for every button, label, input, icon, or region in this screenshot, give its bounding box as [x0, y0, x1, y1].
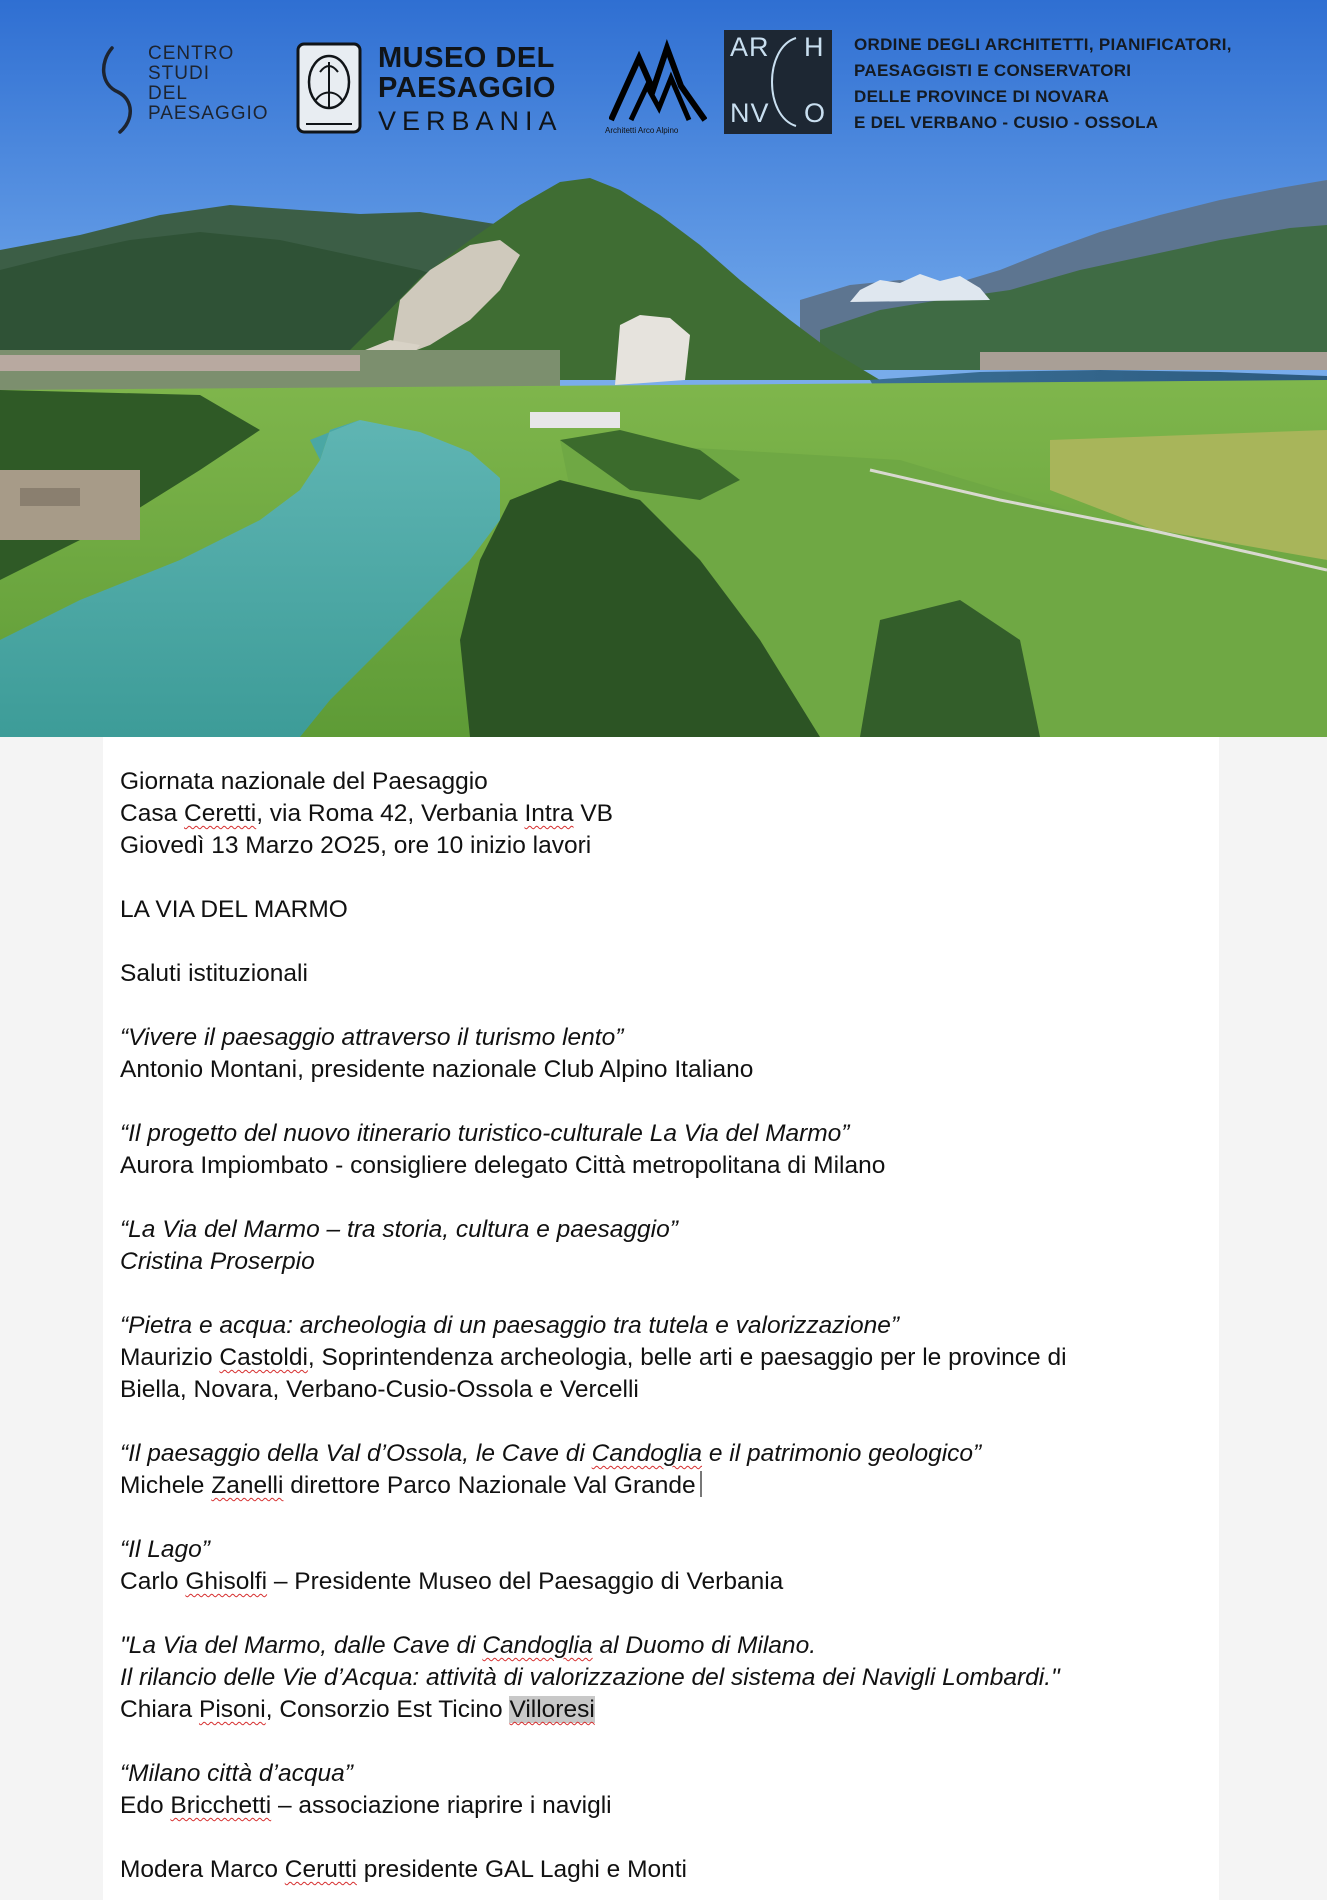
title-text: "La Via del Marmo, dalle Cave di — [120, 1632, 483, 1659]
monogram-letters-nv: NV — [730, 98, 770, 128]
program-title: LA VIA DEL MARMO — [120, 896, 348, 923]
talk-title: “Milano città d’acqua” — [120, 1760, 353, 1787]
title-place: Candoglia — [591, 1440, 703, 1467]
arco-alpino-mountain-icon — [609, 38, 707, 122]
program-greetings: Saluti istituzionali — [120, 960, 308, 987]
talk-title: “La Via del Marmo – tra storia, cultura e paesaggio” — [120, 1216, 678, 1243]
monogram-letters-o: O — [804, 98, 827, 128]
talk-title: “Il Lago” — [120, 1536, 210, 1563]
event-venue — [120, 798, 1215, 830]
speaker-name: Bricchetti — [170, 1792, 272, 1819]
speaker-text: Carlo — [120, 1568, 186, 1595]
talk-speaker — [120, 1694, 1215, 1726]
speaker-text: direttore Parco Nazionale Val Grande — [283, 1472, 696, 1499]
venue-text: , via Roma 42, Verbania — [256, 800, 525, 827]
talk-title: “Vivere il paesaggio attraverso il turismo lento” — [120, 1024, 624, 1051]
event-title: Giornata nazionale del Paesaggio — [120, 768, 488, 795]
speaker-text: – associazione riaprire i navigli — [271, 1792, 612, 1819]
talk-speaker — [120, 1790, 1215, 1822]
title-text: “Il paesaggio della Val d’Ossola, le Cave di — [120, 1440, 592, 1467]
moderator-text: presidente GAL Laghi e Monti — [356, 1856, 687, 1883]
centro-studi-paesaggio-logo — [98, 44, 288, 136]
speaker-name: Pisoni — [198, 1696, 266, 1723]
centro-logo-line-1: CENTRO — [148, 43, 235, 64]
hero-landscape-photo — [0, 0, 1327, 737]
talk-title — [120, 1438, 1215, 1470]
talk-title — [120, 1630, 1215, 1662]
talk-speaker: Cristina Proserpio — [120, 1248, 315, 1275]
speaker-text: , Soprintendenza archeologia, belle arti e paesaggio per le province di — [307, 1344, 1067, 1371]
centro-logo-line-4: PAESAGGIO — [148, 103, 269, 124]
text-cursor — [700, 1471, 702, 1497]
speaker-text: Edo — [120, 1792, 171, 1819]
event-date: Giovedì 13 Marzo 2O25, ore 10 inizio lavori — [120, 832, 592, 859]
arco-alpino-logo — [605, 38, 715, 138]
centro-logo-line-2: STUDI — [148, 63, 210, 84]
order-text-line: DELLE PROVINCE DI NOVARA — [854, 87, 1110, 106]
talk-speaker — [120, 1342, 1215, 1374]
speaker-text: – Presidente Museo del Paesaggio di Verbania — [267, 1568, 784, 1595]
speaker-text: Michele — [120, 1472, 212, 1499]
order-monogram-logo — [724, 30, 832, 134]
talk-speaker — [120, 1566, 1215, 1598]
order-text-line: PAESAGGISTI E CONSERVATORI — [854, 61, 1132, 80]
monogram-letters-ar: AR — [730, 32, 770, 62]
museo-logo-line-1: MUSEO DEL — [378, 42, 555, 74]
speaker-name: Zanelli — [211, 1472, 284, 1499]
speaker-text: Chiara — [120, 1696, 199, 1723]
museo-paesaggio-logo — [296, 42, 576, 138]
talk-speaker: Aurora Impiombato - consigliere delegato Città metropolitana di Milano — [120, 1152, 886, 1179]
moderator-line — [120, 1854, 1215, 1886]
moderator-name: Cerutti — [284, 1856, 357, 1883]
speaker-text: , Consorzio Est Ticino — [265, 1696, 510, 1723]
speaker-text: Maurizio — [120, 1344, 220, 1371]
speaker-name: Ghisolfi — [185, 1568, 268, 1595]
museo-logo-line-2: PAESAGGIO — [378, 72, 556, 104]
speaker-name: Castoldi — [219, 1344, 308, 1371]
museum-emblem-icon — [296, 42, 362, 134]
venue-text: Casa — [120, 800, 185, 827]
order-architects-name — [854, 32, 1232, 136]
talk-title: “Il progetto del nuovo itinerario turistico-culturale La Via del Marmo” — [120, 1120, 850, 1147]
venue-text: VB — [573, 800, 614, 827]
museo-logo-line-3: VERBANIA — [378, 106, 563, 136]
title-text: e il patrimonio geologico” — [702, 1440, 982, 1467]
talk-speaker: Antonio Montani, presidente nazionale Club Alpino Italiano — [120, 1056, 754, 1083]
paesaggio-s-icon — [98, 44, 142, 136]
event-program — [120, 766, 1215, 1886]
talk-title-continued: Il rilancio delle Vie d’Acqua: attività di valorizzazione del sistema dei Navigli Lombardi." — [120, 1664, 1060, 1691]
arco-alpino-caption: Architetti Arco Alpino — [605, 126, 679, 135]
talk-speaker — [120, 1470, 1215, 1502]
talk-speaker-continued: Biella, Novara, Verbano-Cusio-Ossola e Vercelli — [120, 1376, 639, 1403]
title-text: al Duomo di Milano. — [592, 1632, 816, 1659]
speaker-organization: Villoresi — [509, 1696, 595, 1723]
venue-district: Intra — [524, 800, 574, 827]
venue-name: Ceretti — [184, 800, 257, 827]
talk-title: “Pietra e acqua: archeologia di un paesaggio tra tutela e valorizzazione” — [120, 1312, 900, 1339]
monogram-letters-h: H — [804, 32, 825, 62]
order-text-line: ORDINE DEGLI ARCHITETTI, PIANIFICATORI, — [854, 35, 1232, 54]
moderator-text: Modera Marco — [120, 1856, 285, 1883]
centro-logo-line-3: DEL — [148, 83, 188, 104]
title-place: Candoglia — [482, 1632, 593, 1659]
order-text-line: E DEL VERBANO - CUSIO - OSSOLA — [854, 113, 1159, 132]
